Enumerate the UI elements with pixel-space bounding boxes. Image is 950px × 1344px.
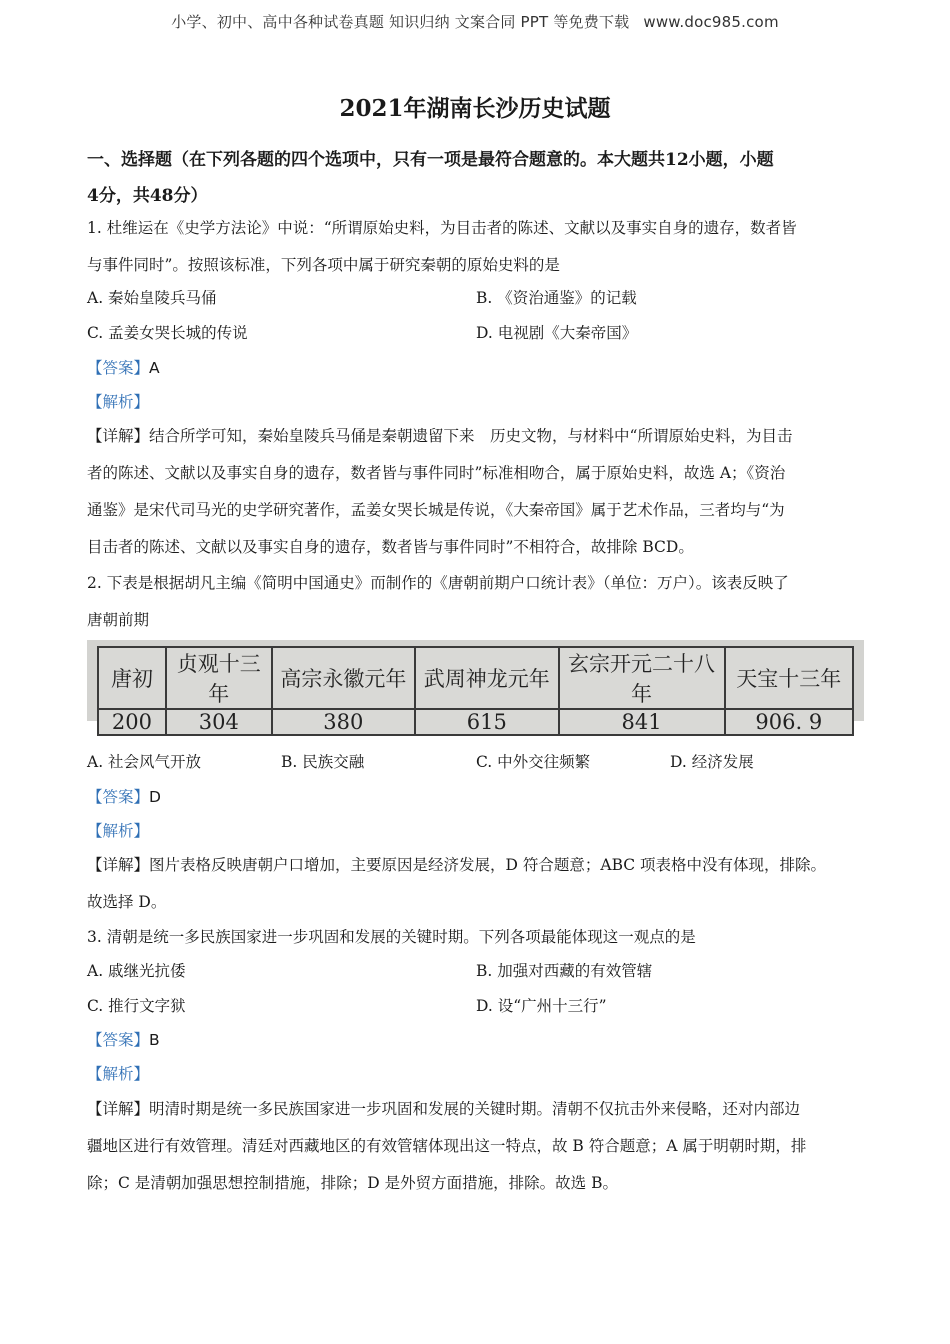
q1-stem-line2: 与事件同时”。按照该标准，下列各项中属于研究秦朝的原始史料的是 — [87, 256, 560, 274]
q2-analysis-tag: 【解析】 — [87, 822, 150, 840]
q2-stem-line1: 2. 下表是根据胡凡主编《简明中国通史》而制作的《唐朝前期户口统计表》（单位：万户）。该表反映了 — [87, 574, 789, 592]
table-header-cell: 高宗永徽元年 — [272, 647, 415, 709]
table-row — [98, 709, 853, 735]
household-statistics-table — [87, 640, 864, 734]
table-cell: 841 — [559, 709, 725, 735]
q1-option-b: B. 《资治通鉴》的记载 — [476, 289, 637, 307]
section-heading — [87, 142, 877, 214]
table-header-cell: 天宝十三年 — [725, 647, 853, 709]
table-cell: 380 — [272, 709, 415, 735]
q3-detail-line1 — [87, 1099, 800, 1119]
answer-value: A — [149, 359, 160, 377]
detail-tag: 【详解】 — [87, 856, 150, 874]
q3-option-d: D. 设“广州十三行” — [476, 997, 607, 1015]
q1-detail-line4: 目击者的陈述、文献以及事实自身的遗存，数者皆与事件同时”不相符合，故排除 BCD。 — [87, 538, 694, 556]
table-cell: 906. 9 — [725, 709, 853, 735]
table-cell: 615 — [415, 709, 558, 735]
answer-value: D — [149, 788, 161, 806]
q2-detail-line1 — [87, 855, 826, 875]
q1-option-c: C. 孟姜女哭长城的传说 — [87, 324, 248, 342]
q1-detail-line2: 者的陈述、文献以及事实自身的遗存，数者皆与事件同时”标准相吻合，属于原始史料，故选 A；《资治 — [87, 464, 786, 482]
section-heading-line1: 一、选择题（在下列各题的四个选项中，只有一项是最符合题意的。本大题共12小题，小题 — [87, 150, 774, 170]
q1-detail-line3: 通鉴》是宋代司马光的史学研究著作，孟姜女哭长城是传说，《大秦帝国》属于艺术作品，三者均与“为 — [87, 501, 785, 519]
detail-text: 明清时期是统一多民族国家进一步巩固和发展的关键时期。清朝不仅抗击外来侵略，还对内部边 — [149, 1100, 801, 1118]
answer-tag: 【答案】 — [87, 359, 150, 377]
q1-option-d: D. 电视剧《大秦帝国》 — [476, 324, 638, 342]
q3-stem-line1: 3. 清朝是统一多民族国家进一步巩固和发展的关键时期。下列各项最能体现这一观点的是 — [87, 928, 696, 946]
table-header-cell: 武周神龙元年 — [415, 647, 558, 709]
table-header-row — [98, 647, 853, 709]
detail-tag: 【详解】 — [87, 427, 150, 445]
q1-analysis-tag: 【解析】 — [87, 393, 150, 411]
detail-text: 图片表格反映唐朝户口增加，主要原因是经济发展，D 符合题意；ABC 项表格中没有体现，排除。 — [149, 856, 827, 874]
table-cell: 304 — [166, 709, 272, 735]
page-header — [0, 11, 950, 32]
q2-option-b: B. 民族交融 — [281, 753, 365, 771]
q3-option-b: B. 加强对西藏的有效管辖 — [476, 962, 653, 980]
page-title: 2021年湖南长沙历史试题 — [339, 95, 611, 122]
section-heading-line2: 4分，共48分） — [87, 186, 208, 206]
q1-stem-line1: 1. 杜维运在《史学方法论》中说：“所谓原始史料，为目击者的陈述、文献以及事实自身的遗存，数者皆 — [87, 219, 797, 237]
q2-option-c: C. 中外交往频繁 — [476, 753, 591, 771]
detail-text: 结合所学可知，秦始皇陵兵马俑是秦朝遗留下来 历史文物，与材料中“所谓原始史料，为目击 — [149, 427, 793, 445]
table-header-cell: 唐初 — [98, 647, 166, 709]
q2-option-d: D. 经济发展 — [670, 753, 754, 771]
header-text: 小学、初中、高中各种试卷真题 知识归纳 文案合同 PPT 等免费下载 — [171, 13, 630, 31]
header-site[interactable]: www.doc985.com — [643, 13, 779, 31]
answer-tag: 【答案】 — [87, 1031, 150, 1049]
q2-answer — [87, 787, 161, 807]
q2-option-a: A. 社会风气开放 — [87, 753, 202, 771]
table-header-cell: 玄宗开元二十八年 — [559, 647, 725, 709]
q1-detail-line1 — [87, 426, 792, 446]
q1-answer — [87, 358, 160, 378]
q3-option-c: C. 推行文字狱 — [87, 997, 186, 1015]
q1-option-a: A. 秦始皇陵兵马俑 — [87, 289, 217, 307]
table-header-cell: 贞观十三年 — [166, 647, 272, 709]
answer-tag: 【答案】 — [87, 788, 150, 806]
q3-detail-line3: 除；C 是清朝加强思想控制措施，排除；D 是外贸方面措施，排除。故选 B。 — [87, 1174, 618, 1192]
answer-value: B — [149, 1031, 160, 1049]
q2-detail-line2: 故选择 D。 — [87, 893, 167, 911]
q3-answer — [87, 1030, 160, 1050]
detail-tag: 【详解】 — [87, 1100, 150, 1118]
table-cell: 200 — [98, 709, 166, 735]
q2-stem-line2: 唐朝前期 — [87, 611, 150, 629]
q3-detail-line2: 疆地区进行有效管理。清廷对西藏地区的有效管辖体现出这一特点，故 B 符合题意；A 属于明朝时期，排 — [87, 1137, 807, 1155]
q3-option-a: A. 戚继光抗倭 — [87, 962, 186, 980]
q3-analysis-tag: 【解析】 — [87, 1065, 150, 1083]
